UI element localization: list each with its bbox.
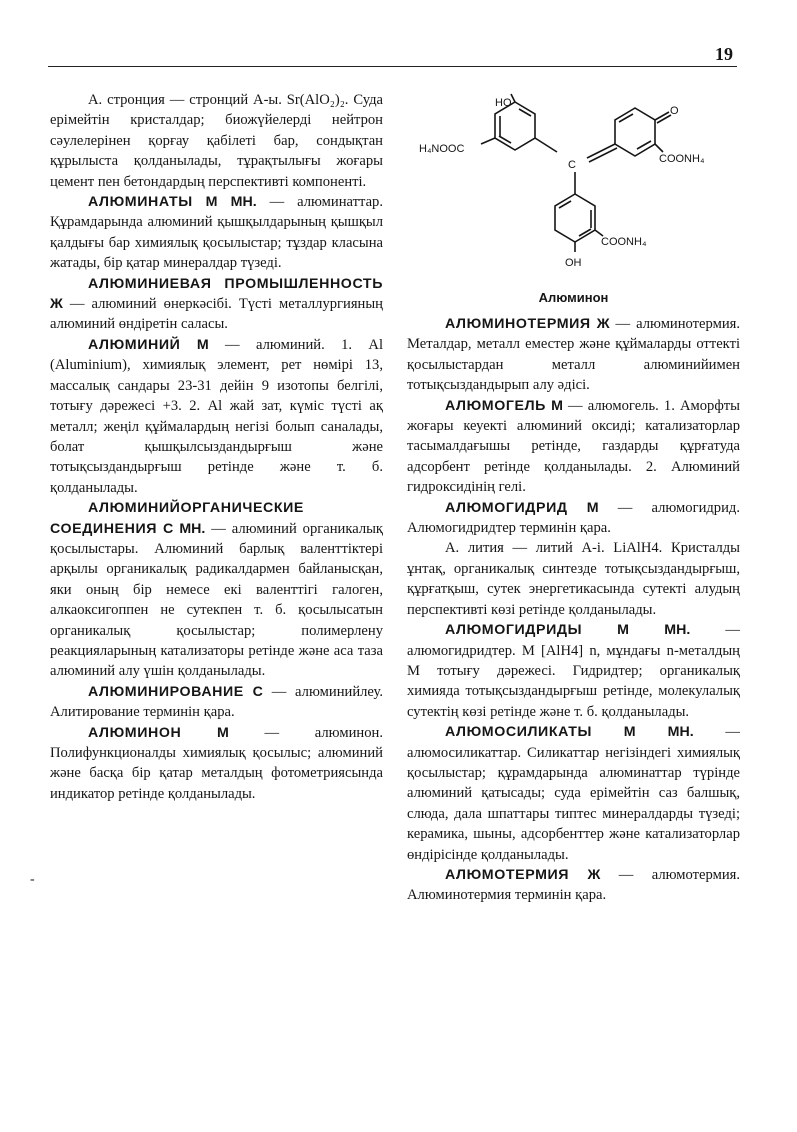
entry-term: АЛЮМИНИЙОРГАНИЧЕСКИЕ СОЕДИНЕНИЯ [50,500,304,537]
entry-text: А. лития — литий А-і. LiAlH4. Кристалды ұнтақ, органикалық синтезде тотықсыздандырғыш, құрғатқыш, сутек энергетикасында сутекті алудың перспективті көзі ретінде қолданылады. [407,540,740,618]
entry-gram: М [217,724,229,741]
entry-definition: — алюминий органикалық қосылыстары. Алюминий барлық валенттіктері арқылы органикалық радикалдармен байланысқан, яки оның бір немесе екі валенттігі галоген, алкаоксигоппен не сутекпен т. б. қосылысатын органикалық қосылыстар; полимерлену реакцияларының катализаторы ретінде және аса таза алюминий алу үшін қолданылады. [50,520,383,680]
entry-alum-prom [50,274,383,335]
entry-term: АЛЮМИНИЙ [88,336,181,353]
label-h4nooc: H₄NOOC [419,143,465,155]
figure-caption: Алюминон [538,290,609,305]
entry-alumotermiya [407,865,740,906]
page-number: 19 [715,44,733,64]
entry-term: АЛЮМОГЕЛЬ [445,397,546,414]
entry-alumogidrid [407,498,740,539]
entry-definition: — алюминийлеу. Алитирование терминін қара. [50,683,384,721]
entry-gram: С [252,683,263,700]
entry-gram: Ж [50,296,63,313]
entry-definition: — алюминий. 1. Al (Aluminium), химиялық элемент, рет нөмірі 13, массалық сандары 23-31 дейін 9 изотопы белгілі, тотығу дәрежесі +3. 2. Al жай зат, күміс түсті ақ металл; жеңіл құймалардың негізі болып саналады, болат қышқылсыздандырғыш және тотықсыздандырғыш ретінде және т. б. қолданылады. [50,336,383,496]
entry-definition: — алюминон. Полифункционалды химиялық қосылыс; алюминий және басқа бір қатар металдың фотометриясында индикатор ретінде қолданылады. [50,724,383,802]
entry-definition: — алюминотермия. Металдар, металл еместер және құймаларды оттекті қосылыстардан металл алюминийимен тотықсыздандырып алу әдісі. [407,316,740,394]
entry-gram: М МН. [205,194,257,211]
entry-term: АЛЮМИНИРОВАНИЕ [88,683,244,700]
entry-definition: — алюмосиликаттар. Силикаттар негізіндегі химиялық қосылыстар; құрамдарында алюминаттар түрінде алюминий қатысады; суда ерімейтін саз балшық, слюда, дала шпаттары типтес минералдарды түзеді; керамика, шыны, адсорбенттер және катализаторлар өндірісінде қолданылады. [407,724,740,863]
label-ho: HO [495,97,512,109]
right-column [407,90,740,906]
entry-gram: М МН. [623,724,694,741]
entry-gram: М [551,397,563,414]
entry-gram: Ж [596,316,610,332]
label-coonh4-bottom: COONH₄ [601,236,647,248]
label-c: C [568,159,576,171]
entry-term: АЛЮМИНИЕВАЯ ПРОМЫШЛЕННОСТЬ [88,275,383,292]
entry-definition: — алюмотермия. Алюминотермия терминін қара. [407,866,740,904]
entry-term: АЛЮМИНОТЕРМИЯ [445,316,591,332]
entry-text: А. стронция — стронций А-ы. Sr(AlO₂)₂. Суда ерімейтін кристалдар; биожүйелерді нейтрон сәулелерінен қорғау қабілеті бар, сондықтан құрылыста қолданылады, тұрақтылығы жоғары цемент пен бетондардың перспективті компоненті. [50,92,383,190]
entry-gram: М МН. [617,622,691,639]
entry-gram: М [196,336,209,353]
entry-term: АЛЮМИНОН [88,724,182,741]
entry-gram: Ж [587,866,601,883]
entry-alumogidridy [407,620,740,722]
margin-mark: - [30,872,35,887]
label-coonh4-top: COONH₄ [659,153,705,165]
entry-gram: С МН. [162,520,206,537]
entry-term: АЛЮМОГИДРИДЫ [445,622,583,639]
aluminon-structural-formula [407,90,740,290]
label-oh: OH [565,257,582,269]
entry-alum-org [50,498,383,682]
entry-definition: — алюмогидридтер. M [AlH4] n, мұндағы n-металдың М тотығу дәрежесі. Гидридтер; органикалық химияда тотықсыздандырғыш ретінде, молекулалық сутектің көзі ретінде және т. б. қолданылады. [407,622,740,720]
entry-term: АЛЮМОГИДРИД [445,499,568,516]
label-o: O [670,105,679,117]
entry-alumogel [407,396,740,498]
entry-alumosilikaty [407,722,740,865]
entry-definition: — алюмогель. 1. Аморфты жоғары кеуекті алюминий оксиді; катализаторлар тасымалдағышы ретінде, газдарды құрғатуда адсорбент ретінде қолданылады. 2. Алюминий гидроксидінің гелі. [407,397,740,496]
entry-term: АЛЮМОСИЛИКАТЫ [445,724,593,741]
entry-aluminotermiya [407,314,740,396]
entry-gram: М [586,499,599,516]
entry-aluminon [50,723,383,805]
header-rule [48,66,737,67]
left-column [50,90,383,804]
entry-definition: — алюминаттар. Құрамдарында алюминий қышқылдарының қышқыл қалдығы бар химиялық қосылыстар; тұздар класына жатады, бір қатар минералдар түзеді. [50,194,383,272]
entry-term: АЛЮМИНАТЫ [88,194,193,211]
entry-aluminiy [50,335,383,498]
entry-definition: — алюминий өнеркәсібі. Түсті металлургияның алюминий өндіретін саласы. [50,296,383,333]
entry-definition: — алюмогидрид. Алюмогидридтер терминін қара. [407,499,740,537]
entry-alum-rovanie [50,682,383,723]
entry-term: АЛЮМОТЕРМИЯ [445,866,570,883]
entry-aluminaty [50,192,383,274]
aluminon-structure-figure [407,90,740,308]
